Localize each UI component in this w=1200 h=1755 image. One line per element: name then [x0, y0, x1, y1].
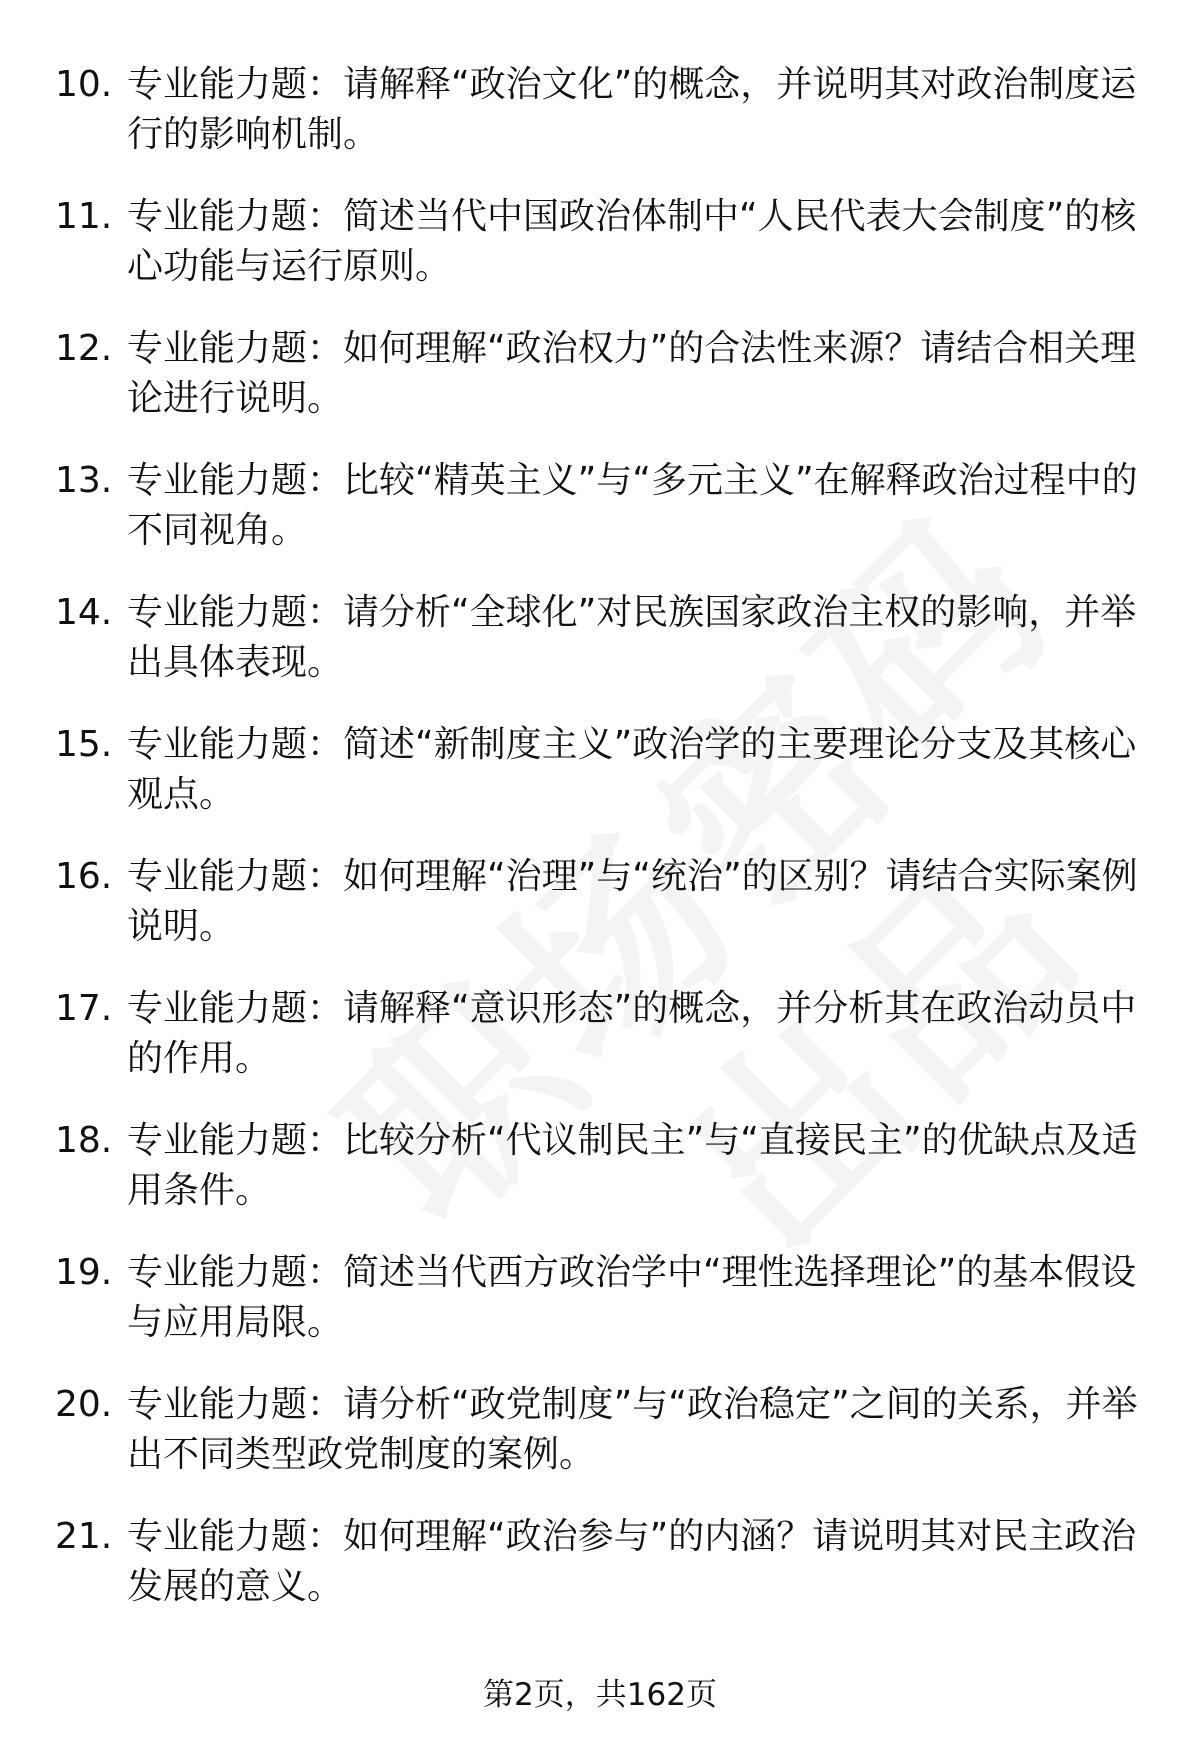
question-item [55, 456, 1145, 588]
question-text: 专业能力题：请解释“政治文化”的概念，并说明其对政治制度运行的影响机制。 [127, 64, 1137, 155]
question-number: 11. [55, 196, 113, 237]
question-number: 18. [55, 1120, 113, 1161]
question-item [55, 324, 1145, 456]
question-number: 12. [55, 328, 113, 369]
question-number: 21. [55, 1516, 113, 1557]
question-text: 专业能力题：简述当代西方政治学中“理性选择理论”的基本假设与应用局限。 [127, 1252, 1137, 1343]
question-text: 专业能力题：简述当代中国政治体制中“人民代表大会制度”的核心功能与运行原则。 [127, 196, 1137, 287]
question-item [55, 1248, 1145, 1380]
question-text: 专业能力题：请分析“政党制度”与“政治稳定”之间的关系，并举出不同类型政党制度的案例。 [127, 1384, 1138, 1475]
question-item [55, 192, 1145, 324]
question-item [55, 720, 1145, 852]
question-item [55, 852, 1145, 984]
question-text: 专业能力题：比较“精英主义”与“多元主义”在解释政治过程中的不同视角。 [127, 460, 1138, 551]
question-number: 15. [55, 724, 113, 765]
question-item [55, 1512, 1145, 1644]
page-footer: 第2页，共162页 [483, 1677, 717, 1713]
question-number: 17. [55, 988, 113, 1029]
question-text: 专业能力题：简述“新制度主义”政治学的主要理论分支及其核心观点。 [127, 724, 1137, 815]
question-number: 19. [55, 1252, 113, 1293]
question-text: 专业能力题：请解释“意识形态”的概念，并分析其在政治动员中的作用。 [127, 988, 1137, 1079]
question-text: 专业能力题：比较分析“代议制民主”与“直接民主”的优缺点及适用条件。 [127, 1120, 1138, 1211]
question-item [55, 1380, 1145, 1512]
question-item [55, 60, 1145, 192]
question-text: 专业能力题：如何理解“政治权力”的合法性来源？请结合相关理论进行说明。 [127, 328, 1137, 419]
question-number: 14. [55, 592, 113, 633]
question-number: 10. [55, 64, 113, 105]
question-number: 13. [55, 460, 113, 501]
question-item [55, 1116, 1145, 1248]
question-number: 16. [55, 856, 113, 897]
question-item [55, 588, 1145, 720]
question-text: 专业能力题：如何理解“政治参与”的内涵？请说明其对民主政治发展的意义。 [127, 1516, 1137, 1607]
question-number: 20. [55, 1384, 113, 1425]
question-item [55, 984, 1145, 1116]
question-text: 专业能力题：如何理解“治理”与“统治”的区别？请结合实际案例说明。 [127, 856, 1138, 947]
question-text: 专业能力题：请分析“全球化”对民族国家政治主权的影响，并举出具体表现。 [127, 592, 1137, 683]
question-list [55, 60, 1145, 1644]
